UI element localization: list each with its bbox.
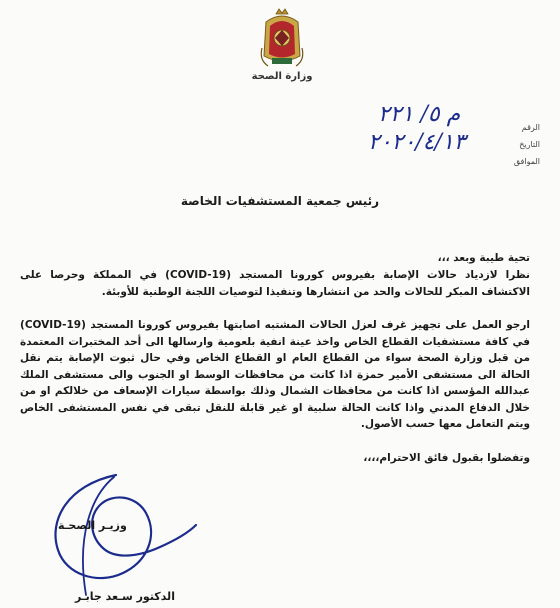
paragraph-1: نظرا لازدياد حالات الإصابة بفيروس كورونا المستجد (COVID-19) في المملكة وحرصا على الاكتشاف المبكر للحالات والحد من انتشارها وتنفيذا لتوصيات اللجنة الوطنية للأوبئة. bbox=[20, 269, 530, 298]
greeting: تحية طيبة وبعد ،،، bbox=[437, 252, 530, 264]
number-label: الرقم bbox=[521, 123, 540, 132]
jordan-coat-of-arms-icon bbox=[258, 8, 306, 70]
recipient-title: رئيس جمعية المستشفيات الخاصة bbox=[180, 194, 380, 208]
signatory-name: الدكتور سـعد جابـر bbox=[75, 590, 175, 603]
paragraph-2: ارجو العمل على تجهيز غرف لعزل الحالات المشتبه اصابتها بفيروس كورونا المستجد (COVID-19) في كافة مستشفيات القطاع الخاص واخذ عينة انفية بلعومية وارسالها الى أحد المختبرات المعتمدة من قبل وزارة الصحة سواء من القطاع العام او القطاع الخاص وفي حال ثبوت الإصابة يتم نقل الحالة الى مستشفى الأمير حمزة اذا كانت من محافظات الوسط او الجنوب والى مستشفى الملك عبدالله المؤسس اذا كانت من محافظات الشمال وذلك بواسطة سيارات الإسعاف من خلالكم او من خلال الدفاع المدني واذا كانت الحالة سلبية او غير قابلة للنقل تبقى في نفس المستشفى الخاص ويتم التعامل معها حسب الأصول. bbox=[20, 319, 530, 430]
hijri-date-label: الموافق bbox=[513, 157, 540, 166]
reference-number-handwritten: م ٥/ ٢٢١ bbox=[378, 102, 461, 127]
closing-line: وتفضلوا بقبول فائق الاحترام،،،، bbox=[363, 452, 530, 464]
handwritten-signature bbox=[28, 465, 198, 605]
date-handwritten: ٢٠٢٠/٤/١٣ bbox=[368, 130, 466, 155]
signatory-title: وزيـر الصحـة bbox=[58, 519, 127, 532]
ministry-name: وزارة الصحة bbox=[251, 71, 313, 82]
date-label: التاريخ bbox=[519, 140, 540, 149]
